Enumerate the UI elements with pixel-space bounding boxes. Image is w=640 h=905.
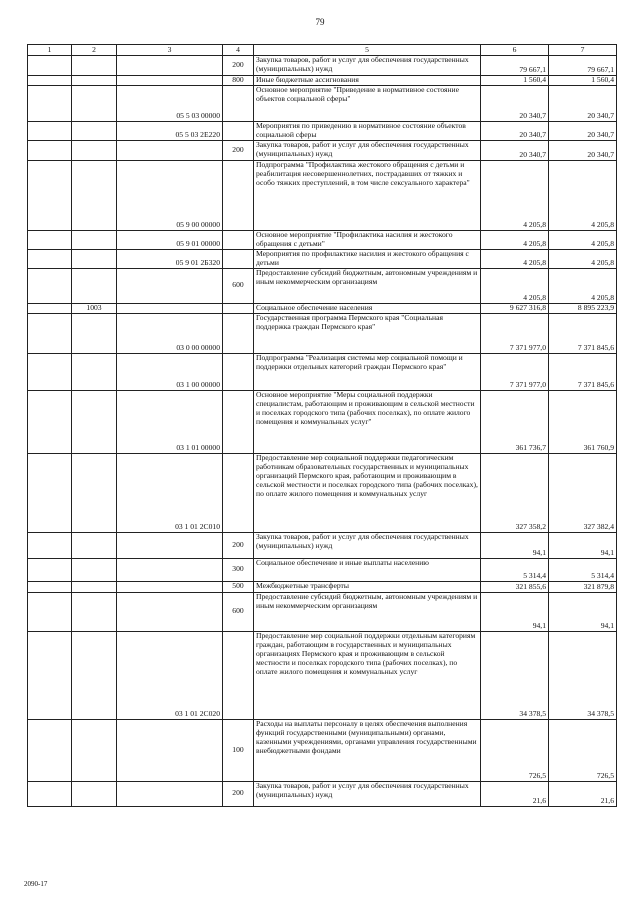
expense-type-cell: 800: [223, 76, 254, 86]
table-row: [28, 56, 617, 76]
subsection-cell: [72, 249, 117, 268]
subsection-cell: [72, 781, 117, 806]
target-article-cell: 03 1 01 00000: [117, 390, 223, 453]
description-cell: Расходы на выплаты персоналу в целях обеспечения выполнения функций государственными (муниципальными) органами, казенными учреждениями, органами управления государственными внебюджетными фондами: [254, 719, 481, 781]
amount-year1-cell: 4 205,8: [481, 230, 549, 249]
target-article-cell: 05 5 03 00000: [117, 86, 223, 122]
header-cell: 1: [28, 45, 72, 56]
amount-year2-cell: 321 879,8: [549, 581, 617, 592]
amount-year2-cell: 20 340,7: [549, 140, 617, 160]
subsection-cell: [72, 230, 117, 249]
amount-year2-cell: 4 205,8: [549, 160, 617, 230]
amount-year2-cell: 34 378,5: [549, 631, 617, 719]
target-article-cell: [117, 532, 223, 558]
description-cell: Предоставление субсидий бюджетным, автономным учреждениям и иным некоммерческим организациям: [254, 592, 481, 631]
amount-year2-cell: 20 340,7: [549, 122, 617, 141]
description-cell: Основное мероприятие "Профилактика насилия и жестокого обращения с детьми": [254, 230, 481, 249]
expense-type-cell: 200: [223, 56, 254, 76]
table-row: [28, 313, 617, 353]
amount-year1-cell: 20 340,7: [481, 86, 549, 122]
amount-year2-cell: 361 760,9: [549, 390, 617, 453]
footer-document-code: 2090-17: [24, 880, 48, 888]
table-row: [28, 631, 617, 719]
expense-type-cell: [223, 249, 254, 268]
target-article-cell: 05 9 01 00000: [117, 230, 223, 249]
amount-year1-cell: 9 627 316,8: [481, 303, 549, 313]
section-cell: [28, 56, 72, 76]
amount-year1-cell: 20 340,7: [481, 122, 549, 141]
section-cell: [28, 230, 72, 249]
target-article-cell: 03 1 00 00000: [117, 353, 223, 390]
amount-year2-cell: 7 371 845,6: [549, 353, 617, 390]
section-cell: [28, 558, 72, 581]
subsection-cell: [72, 86, 117, 122]
header-cell: 3: [117, 45, 223, 56]
expense-type-cell: 600: [223, 268, 254, 303]
section-cell: [28, 86, 72, 122]
description-cell: Социальное обеспечение населения: [254, 303, 481, 313]
subsection-cell: [72, 268, 117, 303]
description-cell: Предоставление мер социальной поддержки отдельным категориям граждан, работающим в государственных и муниципальных организациях Пермского края и проживающим в сельской местности и поселках городского типа (рабочих поселках), по оплате жилого помещения и коммунальных услуг: [254, 631, 481, 719]
section-cell: [28, 268, 72, 303]
target-article-cell: [117, 140, 223, 160]
amount-year1-cell: 321 855,6: [481, 581, 549, 592]
table-row: [28, 558, 617, 581]
page-number: 79: [315, 17, 325, 27]
amount-year1-cell: 7 371 977,0: [481, 313, 549, 353]
target-article-cell: [117, 592, 223, 631]
expense-type-cell: 300: [223, 558, 254, 581]
section-cell: [28, 453, 72, 532]
amount-year1-cell: 34 378,5: [481, 631, 549, 719]
table-row: [28, 140, 617, 160]
target-article-cell: 05 9 01 2Б320: [117, 249, 223, 268]
table-row: [28, 76, 617, 86]
section-cell: [28, 303, 72, 313]
expense-type-cell: [223, 353, 254, 390]
amount-year1-cell: 4 205,8: [481, 268, 549, 303]
amount-year1-cell: 4 205,8: [481, 160, 549, 230]
amount-year1-cell: 79 667,1: [481, 56, 549, 76]
expense-type-cell: [223, 86, 254, 122]
amount-year2-cell: 94,1: [549, 592, 617, 631]
amount-year2-cell: 327 382,4: [549, 453, 617, 532]
amount-year2-cell: 21,6: [549, 781, 617, 806]
section-cell: [28, 390, 72, 453]
amount-year2-cell: 79 667,1: [549, 56, 617, 76]
target-article-cell: [117, 56, 223, 76]
amount-year2-cell: 94,1: [549, 532, 617, 558]
amount-year2-cell: 4 205,8: [549, 249, 617, 268]
amount-year2-cell: 7 371 845,6: [549, 313, 617, 353]
subsection-cell: [72, 719, 117, 781]
amount-year1-cell: 94,1: [481, 532, 549, 558]
target-article-cell: [117, 558, 223, 581]
description-cell: Мероприятия по профилактике насилия и жестокого обращения с детьми: [254, 249, 481, 268]
subsection-cell: [72, 353, 117, 390]
expense-type-cell: [223, 230, 254, 249]
table-row: [28, 230, 617, 249]
amount-year1-cell: 361 736,7: [481, 390, 549, 453]
amount-year1-cell: 5 314,4: [481, 558, 549, 581]
table-row: [28, 390, 617, 453]
amount-year2-cell: 5 314,4: [549, 558, 617, 581]
table-row: [28, 353, 617, 390]
subsection-cell: [72, 76, 117, 86]
section-cell: [28, 140, 72, 160]
description-cell: Государственная программа Пермского края "Социальная поддержка граждан Пермского края": [254, 313, 481, 353]
target-article-cell: [117, 268, 223, 303]
subsection-cell: [72, 390, 117, 453]
section-cell: [28, 353, 72, 390]
subsection-cell: [72, 532, 117, 558]
subsection-cell: [72, 592, 117, 631]
description-cell: Закупка товаров, работ и услуг для обеспечения государственных (муниципальных) нужд: [254, 781, 481, 806]
target-article-cell: 03 1 01 2С020: [117, 631, 223, 719]
target-article-cell: 05 5 03 2Е220: [117, 122, 223, 141]
description-cell: Межбюджетные трансферты: [254, 581, 481, 592]
target-article-cell: [117, 76, 223, 86]
section-cell: [28, 249, 72, 268]
subsection-cell: [72, 56, 117, 76]
section-cell: [28, 581, 72, 592]
amount-year2-cell: 1 560,4: [549, 76, 617, 86]
section-cell: [28, 76, 72, 86]
description-cell: Предоставление субсидий бюджетным, автономным учреждениям и иным некоммерческим организациям: [254, 268, 481, 303]
amount-year1-cell: 1 560,4: [481, 76, 549, 86]
description-cell: Иные бюджетные ассигнования: [254, 76, 481, 86]
amount-year1-cell: 7 371 977,0: [481, 353, 549, 390]
expense-type-cell: [223, 122, 254, 141]
description-cell: Основное мероприятие "Меры социальной поддержки специалистам, работающим и проживающим в сельской местности и поселках городского типа (рабочих поселках), по оплате жилого помещения и коммунальных услуг": [254, 390, 481, 453]
table-row: [28, 303, 617, 313]
subsection-cell: [72, 581, 117, 592]
subsection-cell: [72, 160, 117, 230]
amount-year1-cell: 20 340,7: [481, 140, 549, 160]
expense-type-cell: 600: [223, 592, 254, 631]
section-cell: [28, 532, 72, 558]
target-article-cell: [117, 719, 223, 781]
table-row: [28, 86, 617, 122]
subsection-cell: [72, 558, 117, 581]
amount-year1-cell: 327 358,2: [481, 453, 549, 532]
amount-year2-cell: 726,5: [549, 719, 617, 781]
expense-type-cell: 200: [223, 140, 254, 160]
amount-year2-cell: 20 340,7: [549, 86, 617, 122]
description-cell: Закупка товаров, работ и услуг для обеспечения государственных (муниципальных) нужд: [254, 140, 481, 160]
amount-year2-cell: 4 205,8: [549, 268, 617, 303]
amount-year1-cell: 94,1: [481, 592, 549, 631]
amount-year2-cell: 4 205,8: [549, 230, 617, 249]
subsection-cell: [72, 313, 117, 353]
header-row: [28, 45, 617, 56]
table-row: [28, 122, 617, 141]
header-cell: 6: [481, 45, 549, 56]
description-cell: Закупка товаров, работ и услуг для обеспечения государственных (муниципальных) нужд: [254, 532, 481, 558]
expense-type-cell: [223, 313, 254, 353]
subsection-cell: [72, 140, 117, 160]
section-cell: [28, 160, 72, 230]
table-row: [28, 532, 617, 558]
subsection-cell: [72, 631, 117, 719]
expense-type-cell: [223, 453, 254, 532]
expense-type-cell: 200: [223, 532, 254, 558]
section-cell: [28, 631, 72, 719]
description-cell: Предоставление мер социальной поддержки педагогическим работникам образовательных государственных и муниципальных организаций Пермского края, работающим и проживающим в сельской местности и поселках городского типа (рабочих поселках), по оплате жилого помещения и коммунальных услуг: [254, 453, 481, 532]
description-cell: Мероприятия по приведению в нормативное состояние объектов социальной сферы: [254, 122, 481, 141]
expense-type-cell: 100: [223, 719, 254, 781]
subsection-cell: [72, 122, 117, 141]
expense-type-cell: 500: [223, 581, 254, 592]
header-cell: 2: [72, 45, 117, 56]
section-cell: [28, 313, 72, 353]
table-row: [28, 719, 617, 781]
table-row: [28, 160, 617, 230]
section-cell: [28, 592, 72, 631]
table-row: [28, 249, 617, 268]
target-article-cell: [117, 581, 223, 592]
expense-type-cell: [223, 390, 254, 453]
description-cell: Социальное обеспечение и иные выплаты населению: [254, 558, 481, 581]
header-cell: 5: [254, 45, 481, 56]
table-row: [28, 453, 617, 532]
table-row: [28, 592, 617, 631]
budget-table: [27, 44, 617, 807]
target-article-cell: 03 0 00 00000: [117, 313, 223, 353]
target-article-cell: [117, 303, 223, 313]
target-article-cell: [117, 781, 223, 806]
subsection-cell: 1003: [72, 303, 117, 313]
expense-type-cell: [223, 303, 254, 313]
section-cell: [28, 122, 72, 141]
target-article-cell: 05 9 00 00000: [117, 160, 223, 230]
amount-year2-cell: 8 895 223,9: [549, 303, 617, 313]
amount-year1-cell: 21,6: [481, 781, 549, 806]
subsection-cell: [72, 453, 117, 532]
expense-type-cell: 200: [223, 781, 254, 806]
header-cell: 4: [223, 45, 254, 56]
description-cell: Закупка товаров, работ и услуг для обеспечения государственных (муниципальных) нужд: [254, 56, 481, 76]
amount-year1-cell: 4 205,8: [481, 249, 549, 268]
table-row: [28, 581, 617, 592]
expense-type-cell: [223, 160, 254, 230]
description-cell: Подпрограмма "Профилактика жестокого обращения с детьми и реабилитация несовершеннолетних, пострадавших от тяжких и особо тяжких преступлений, в том числе сексуального характера": [254, 160, 481, 230]
section-cell: [28, 781, 72, 806]
table-row: [28, 268, 617, 303]
header-cell: 7: [549, 45, 617, 56]
expense-type-cell: [223, 631, 254, 719]
section-cell: [28, 719, 72, 781]
description-cell: Подпрограмма "Реализация системы мер социальной помощи и поддержки отдельных категорий граждан Пермского края": [254, 353, 481, 390]
amount-year1-cell: 726,5: [481, 719, 549, 781]
table-row: [28, 781, 617, 806]
target-article-cell: 03 1 01 2С010: [117, 453, 223, 532]
description-cell: Основное мероприятие "Приведение в нормативное состояние объектов социальной сферы": [254, 86, 481, 122]
